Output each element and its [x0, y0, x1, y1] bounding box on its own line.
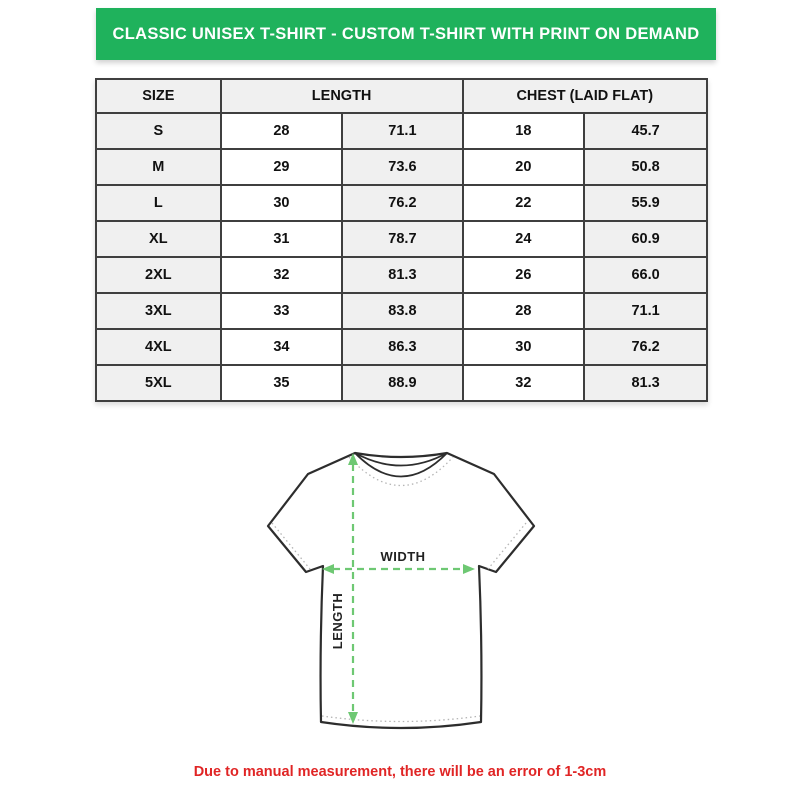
cell-length_cm: 73.6	[342, 149, 462, 185]
tshirt-diagram	[258, 444, 540, 736]
title-banner	[96, 8, 716, 60]
cell-length_cm: 88.9	[342, 365, 462, 401]
cell-length_cm: 76.2	[342, 185, 462, 221]
cell-size: 5XL	[96, 365, 221, 401]
header-size: SIZE	[96, 79, 221, 113]
header-length: LENGTH	[221, 79, 463, 113]
cell-size: M	[96, 149, 221, 185]
cell-length_in: 31	[221, 221, 343, 257]
cell-chest_in: 28	[463, 293, 585, 329]
table-row	[96, 293, 707, 329]
cell-size: 4XL	[96, 329, 221, 365]
cell-chest_in: 26	[463, 257, 585, 293]
cell-chest_cm: 71.1	[584, 293, 707, 329]
length-label: LENGTH	[330, 592, 345, 650]
cell-size: L	[96, 185, 221, 221]
table-row	[96, 365, 707, 401]
cell-chest_in: 24	[463, 221, 585, 257]
cell-length_cm: 83.8	[342, 293, 462, 329]
cell-size: S	[96, 113, 221, 149]
tshirt-illustration	[258, 444, 540, 736]
cell-size: XL	[96, 221, 221, 257]
cell-chest_in: 20	[463, 149, 585, 185]
cell-chest_cm: 60.9	[584, 221, 707, 257]
cell-length_in: 34	[221, 329, 343, 365]
table-row	[96, 221, 707, 257]
cell-size: 2XL	[96, 257, 221, 293]
size-chart	[95, 78, 708, 402]
table-row	[96, 329, 707, 365]
measurement-note: Due to manual measurement, there will be an error of 1-3cm	[193, 764, 607, 780]
cell-length_in: 30	[221, 185, 343, 221]
size-table-body	[96, 113, 707, 401]
cell-chest_cm: 45.7	[584, 113, 707, 149]
header-row	[96, 79, 707, 113]
page-title: CLASSIC UNISEX T-SHIRT - CUSTOM T-SHIRT WITH PRINT ON DEMAND	[112, 24, 700, 43]
cell-length_in: 35	[221, 365, 343, 401]
tshirt-outline	[268, 453, 534, 728]
table-row	[96, 149, 707, 185]
table-row	[96, 257, 707, 293]
cell-length_cm: 86.3	[342, 329, 462, 365]
size-table	[95, 78, 708, 402]
cell-chest_in: 18	[463, 113, 585, 149]
cell-length_cm: 78.7	[342, 221, 462, 257]
cell-length_in: 32	[221, 257, 343, 293]
cell-chest_cm: 50.8	[584, 149, 707, 185]
cell-length_in: 28	[221, 113, 343, 149]
cell-chest_cm: 81.3	[584, 365, 707, 401]
table-row	[96, 113, 707, 149]
table-row	[96, 185, 707, 221]
cell-length_in: 29	[221, 149, 343, 185]
cell-chest_cm: 76.2	[584, 329, 707, 365]
cell-chest_in: 32	[463, 365, 585, 401]
cell-length_in: 33	[221, 293, 343, 329]
cell-chest_in: 22	[463, 185, 585, 221]
header-chest: CHEST (LAID FLAT)	[463, 79, 707, 113]
cell-length_cm: 81.3	[342, 257, 462, 293]
cell-length_cm: 71.1	[342, 113, 462, 149]
cell-size: 3XL	[96, 293, 221, 329]
width-label: WIDTH	[380, 549, 426, 564]
cell-chest_cm: 66.0	[584, 257, 707, 293]
cell-chest_cm: 55.9	[584, 185, 707, 221]
cell-chest_in: 30	[463, 329, 585, 365]
